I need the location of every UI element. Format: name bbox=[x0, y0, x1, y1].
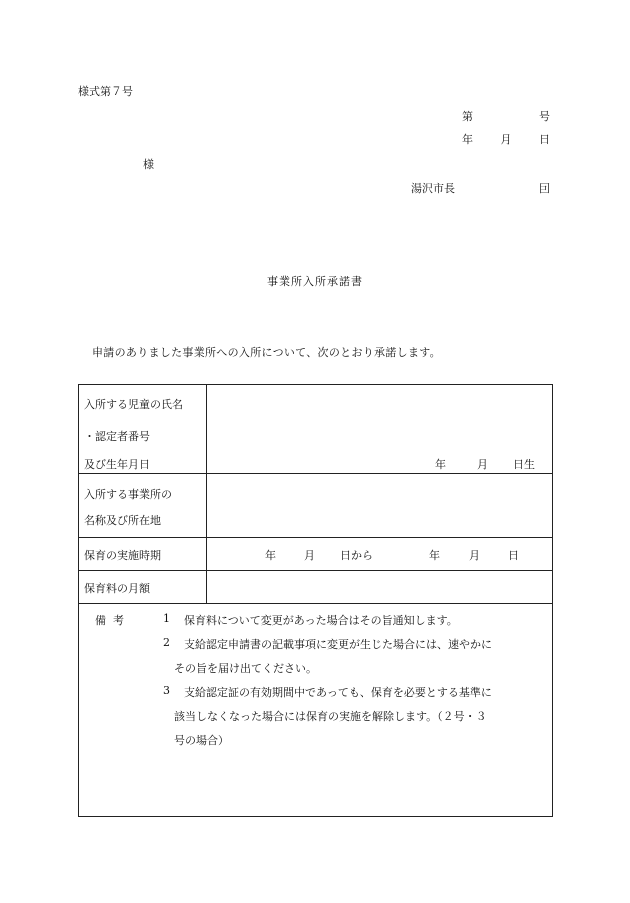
note-2-line-1: 支給認定申請書の記載事項に変更が生じた場合には、速やかに bbox=[184, 638, 492, 651]
issue-date-day: 日 bbox=[539, 133, 550, 146]
period-start-day: 日から bbox=[340, 549, 373, 562]
fee-label: 保育料の月額 bbox=[84, 582, 150, 595]
period-end-year: 年 bbox=[429, 549, 440, 562]
issue-date bbox=[462, 131, 550, 147]
note-1-number: 1 bbox=[163, 612, 170, 625]
notes-heading: 備考 bbox=[95, 614, 131, 627]
note-3-line-2: 該当しなくなった場合には保育の実施を解除します。（２号・３ bbox=[174, 710, 487, 723]
notes-row bbox=[79, 604, 553, 817]
period-label: 保育の実施時期 bbox=[84, 549, 161, 562]
issue-date-month: 月 bbox=[500, 133, 512, 146]
issue-date-year: 年 bbox=[462, 133, 473, 146]
child-value-cell[interactable] bbox=[207, 385, 553, 474]
issuer-name: 湯沢市長 bbox=[411, 182, 455, 195]
note-2-line-2: その旨を届け出てください。 bbox=[174, 662, 317, 675]
document-title: 事業所入所承諾書 bbox=[267, 275, 363, 288]
document-number bbox=[462, 108, 550, 124]
fee-value-cell[interactable] bbox=[207, 571, 553, 604]
birth-day-label: 日生 bbox=[513, 458, 535, 471]
intro-text: 申請のありました事業所への入所について、次のとおり承諾します。 bbox=[92, 346, 441, 359]
notes-cell bbox=[79, 604, 553, 817]
birth-year-label: 年 bbox=[435, 458, 446, 471]
fee-row bbox=[79, 571, 553, 604]
facility-label-line-1: 入所する事業所の bbox=[84, 488, 172, 501]
period-row bbox=[79, 538, 553, 571]
child-label-line-2: ・認定者番号 bbox=[84, 430, 150, 443]
facility-label-line-2: 名称及び所在地 bbox=[84, 514, 161, 527]
child-label-line-3: 及び生年月日 bbox=[84, 458, 150, 471]
seal-mark: 囙 bbox=[539, 182, 550, 195]
facility-row bbox=[79, 474, 553, 538]
note-1-line-1: 保育料について変更があった場合はその旨通知します。 bbox=[184, 614, 458, 627]
document-number-suffix: 号 bbox=[539, 110, 550, 123]
period-end-month: 月 bbox=[469, 549, 480, 562]
note-3-line-1: 支給認定証の有効期間中であっても、保育を必要とする基準に bbox=[184, 686, 492, 699]
period-start-year: 年 bbox=[265, 549, 276, 562]
note-2-number: 2 bbox=[163, 636, 170, 649]
period-label-cell bbox=[79, 538, 207, 571]
facility-label-cell bbox=[79, 474, 207, 538]
period-value-cell[interactable] bbox=[207, 538, 553, 571]
fee-label-cell bbox=[79, 571, 207, 604]
child-row bbox=[79, 385, 553, 474]
approval-table bbox=[78, 384, 553, 817]
child-label-cell bbox=[79, 385, 207, 474]
period-end-day: 日 bbox=[508, 549, 519, 562]
birth-month-label: 月 bbox=[477, 458, 488, 471]
document-number-prefix: 第 bbox=[462, 110, 473, 123]
facility-value-cell[interactable] bbox=[207, 474, 553, 538]
period-start-month: 月 bbox=[304, 549, 315, 562]
note-3-line-3: 号の場合） bbox=[174, 734, 229, 747]
addressee-suffix: 様 bbox=[143, 158, 154, 171]
child-label-line-1: 入所する児童の氏名 bbox=[84, 398, 183, 411]
form-number: 様式第７号 bbox=[78, 85, 133, 98]
note-3-number: 3 bbox=[163, 684, 170, 697]
